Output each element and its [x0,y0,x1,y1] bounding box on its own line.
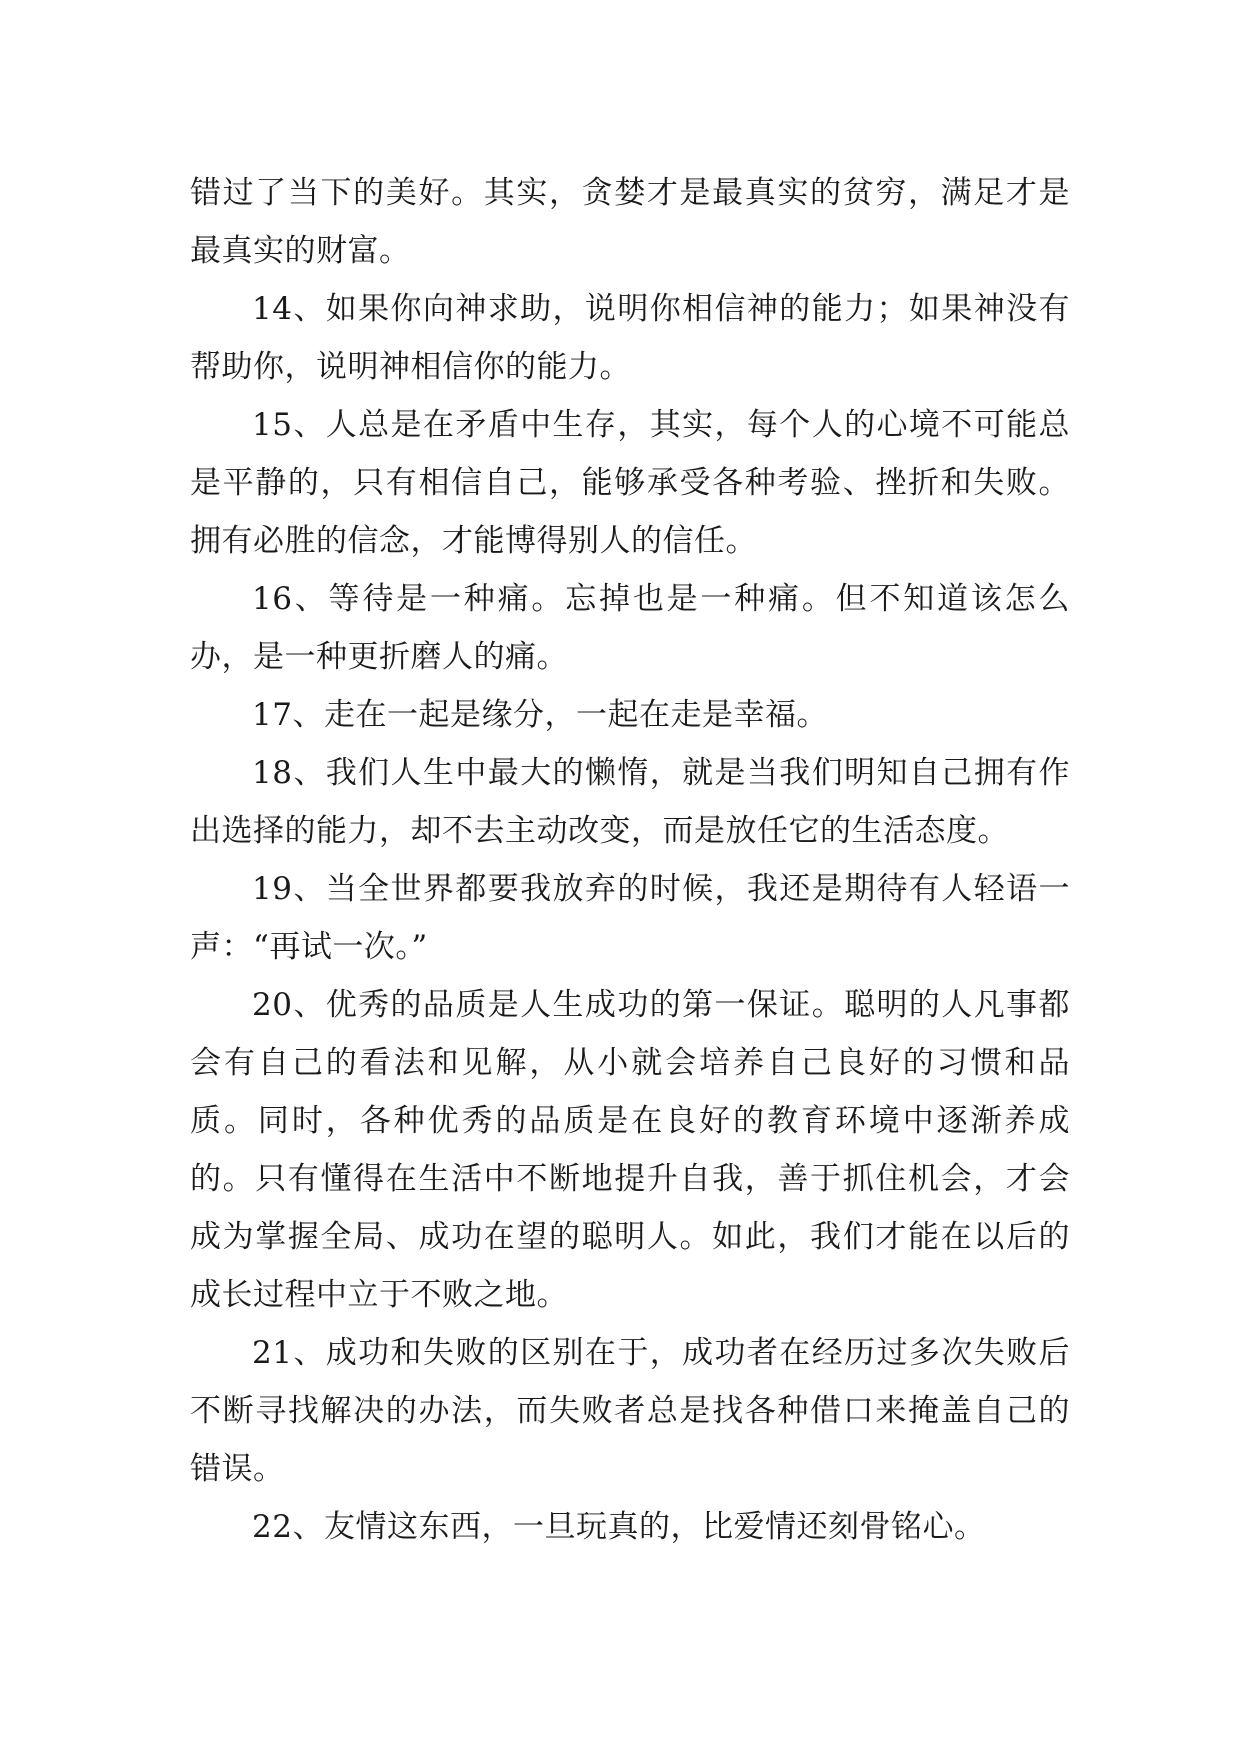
paragraph-15: 15、人总是在矛盾中生存，其实，每个人的心境不可能总是平静的，只有相信自己，能够承受各种考验、挫折和失败。拥有必胜的信念，才能博得别人的信任。 [190,407,1070,559]
paragraph-21: 21、成功和失败的区别在于，成功者在经历过多次失败后不断寻找解决的办法，而失败者总是找各种借口来掩盖自己的错误。 [190,1335,1070,1487]
paragraph-18: 18、我们人生中最大的懒惰，就是当我们明知自己拥有作出选择的能力，却不去主动改变，而是放任它的生活态度。 [190,755,1070,849]
document-body [190,164,1070,1556]
paragraph-22: 22、友情这东西，一旦玩真的，比爱情还刻骨铭心。 [252,1509,986,1545]
paragraph-14: 14、如果你向神求助，说明你相信神的能力；如果神没有帮助你，说明神相信你的能力。 [190,291,1070,385]
paragraph-19: 19、当全世界都要我放弃的时候，我还是期待有人轻语一声：“再试一次。” [190,871,1070,965]
paragraph-continuation: 错过了当下的美好。其实，贪婪才是最真实的贫穷，满足才是最真实的财富。 [190,175,1070,269]
paragraph-20: 20、优秀的品质是人生成功的第一保证。聪明的人凡事都会有自己的看法和见解，从小就会培养自己良好的习惯和品质。同时，各种优秀的品质是在良好的教育环境中逐渐养成的。只有懂得在生活中不断地提升自我，善于抓住机会，才会成为掌握全局、成功在望的聪明人。如此，我们才能在以后的成长过程中立于不败之地。 [190,987,1070,1313]
paragraph-17: 17、走在一起是缘分，一起在走是幸福。 [252,697,828,733]
paragraph-16: 16、等待是一种痛。忘掉也是一种痛。但不知道该怎么办，是一种更折磨人的痛。 [190,581,1070,675]
